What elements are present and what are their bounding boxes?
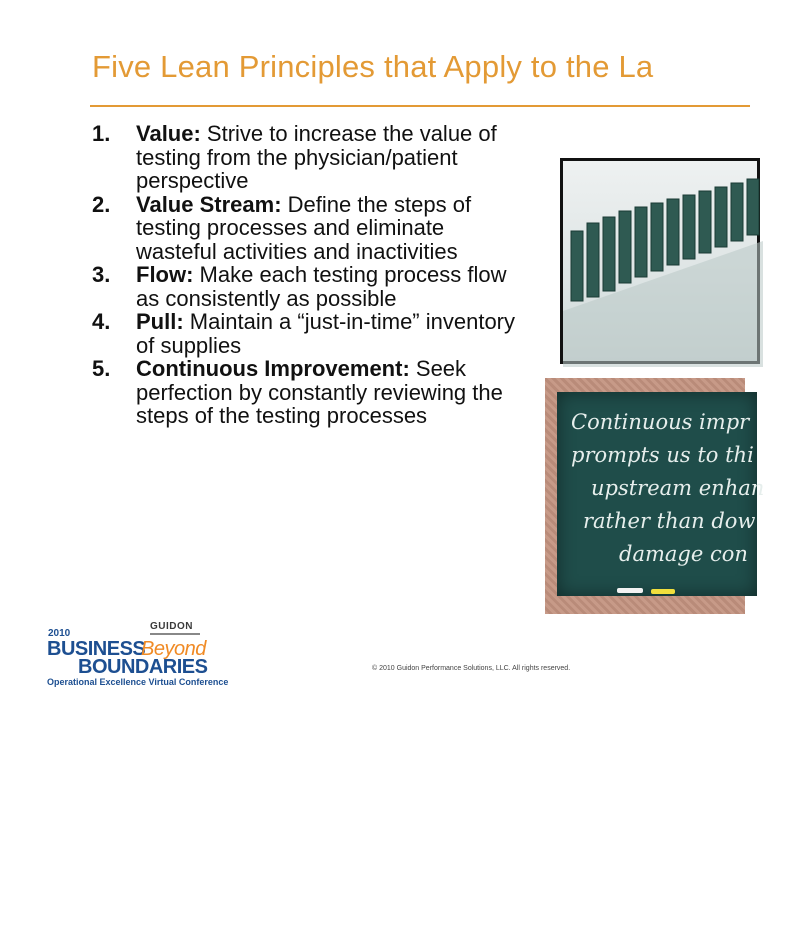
- chalkboard-quote: [571, 406, 791, 571]
- chalkboard-line: prompts us to thi: [571, 443, 754, 467]
- principle-number: 5.: [92, 356, 111, 381]
- chalkboard-line: upstream enhan: [591, 476, 765, 500]
- dominoes-photo: [560, 158, 760, 364]
- principle-item-4: [92, 310, 522, 357]
- yellow-chalk: [651, 589, 675, 594]
- principle-text: Maintain a “just-in-time” inventory of supplies: [136, 309, 516, 358]
- principle-number: 4.: [92, 309, 111, 334]
- guidon-logo-underline: [150, 633, 200, 635]
- conference-logo-beyond: Beyond: [141, 638, 206, 660]
- white-chalk: [617, 588, 643, 593]
- chalkboard-line: Continuous impr: [571, 410, 750, 434]
- conference-year: 2010: [48, 628, 71, 639]
- principle-term: Flow:: [136, 262, 194, 287]
- title-underline: [90, 105, 750, 107]
- principle-number: 3.: [92, 262, 111, 287]
- principle-number: 2.: [92, 191, 111, 217]
- principle-text: Make each testing process flow as consistently as possible: [136, 262, 507, 311]
- guidon-logo: GUIDON: [150, 621, 193, 632]
- principle-text: Define the steps of testing processes and eliminate wasteful activities and inactivities: [136, 191, 472, 264]
- principle-item-2: [92, 193, 522, 264]
- principle-item-1: [92, 122, 522, 193]
- principle-term: Value Stream:: [136, 191, 282, 217]
- copyright-notice: © 2010 Guidon Performance Solutions, LLC. All rights reserved.: [372, 665, 571, 672]
- principle-text: Strive to increase the value of testing from the physician/patient perspective: [136, 121, 497, 193]
- conference-logo-business: BUSINESS: [47, 638, 146, 660]
- slide-title: Five Lean Principles that Apply to the La: [92, 49, 654, 84]
- principle-item-3: [92, 263, 522, 310]
- principle-item-5: [92, 357, 522, 428]
- dominoes-illustration: [563, 161, 763, 367]
- conference-logo-boundaries: BOUNDARIES: [78, 656, 208, 678]
- principles-list: [92, 122, 522, 428]
- principle-term: Continuous Improvement:: [136, 356, 410, 381]
- principle-text: Seek perfection by constantly reviewing the steps of the testing processes: [136, 356, 503, 428]
- principle-term: Value:: [136, 121, 201, 146]
- conference-tagline: Operational Excellence Virtual Conference: [47, 677, 229, 687]
- principle-term: Pull:: [136, 309, 184, 334]
- chalkboard-line: damage con: [619, 542, 748, 566]
- chalkboard-line: rather than dow: [583, 509, 756, 533]
- chalkboard-image: [545, 378, 765, 614]
- principle-number: 1.: [92, 121, 111, 146]
